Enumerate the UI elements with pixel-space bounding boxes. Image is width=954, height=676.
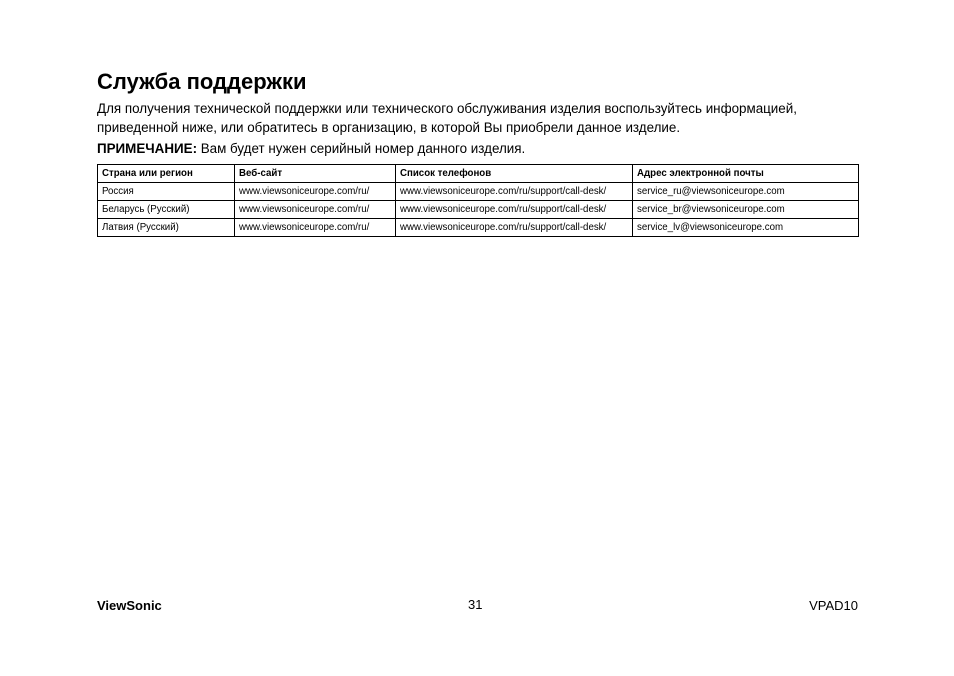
website-link[interactable]: www.viewsoniceurope.com/ru/ (235, 219, 396, 237)
website-link[interactable]: www.viewsoniceurope.com/ru/ (235, 201, 396, 219)
footer-brand: ViewSonic (97, 598, 162, 613)
support-contacts-table (97, 164, 859, 237)
email-link[interactable]: service_ru@viewsoniceurope.com (633, 183, 859, 201)
phone-list-link[interactable]: www.viewsoniceurope.com/ru/support/call-desk/ (396, 201, 633, 219)
footer-model: VPAD10 (809, 598, 858, 613)
email-link[interactable]: service_br@viewsoniceurope.com (633, 201, 859, 219)
phone-list-link[interactable]: www.viewsoniceurope.com/ru/support/call-desk/ (396, 219, 633, 237)
column-header-phones: Список телефонов (396, 165, 633, 183)
note-text: Вам будет нужен серийный номер данного изделия. (197, 141, 526, 156)
column-header-website: Веб-сайт (235, 165, 396, 183)
website-link[interactable]: www.viewsoniceurope.com/ru/ (235, 183, 396, 201)
footer-page-number: 31 (468, 597, 483, 612)
table-row (98, 219, 859, 237)
column-header-country: Страна или регион (98, 165, 235, 183)
column-header-email: Адрес электронной почты (633, 165, 859, 183)
phone-list-link[interactable]: www.viewsoniceurope.com/ru/support/call-desk/ (396, 183, 633, 201)
intro-paragraph: Для получения технической поддержки или технического обслуживания изделия воспользуйтесь информацией, приведенной ниже, или обратитесь в организацию, в которой Вы приобрели данное изделие. (97, 101, 797, 135)
note-paragraph (97, 139, 525, 158)
table-row (98, 201, 859, 219)
country-cell: Россия (98, 183, 235, 201)
page-title: Служба поддержки (97, 69, 307, 94)
email-link[interactable]: service_lv@viewsoniceurope.com (633, 219, 859, 237)
table-header-row (98, 165, 859, 183)
table-row (98, 183, 859, 201)
country-cell: Латвия (Русский) (98, 219, 235, 237)
country-cell: Беларусь (Русский) (98, 201, 235, 219)
note-label: ПРИМЕЧАНИЕ: (97, 141, 198, 156)
